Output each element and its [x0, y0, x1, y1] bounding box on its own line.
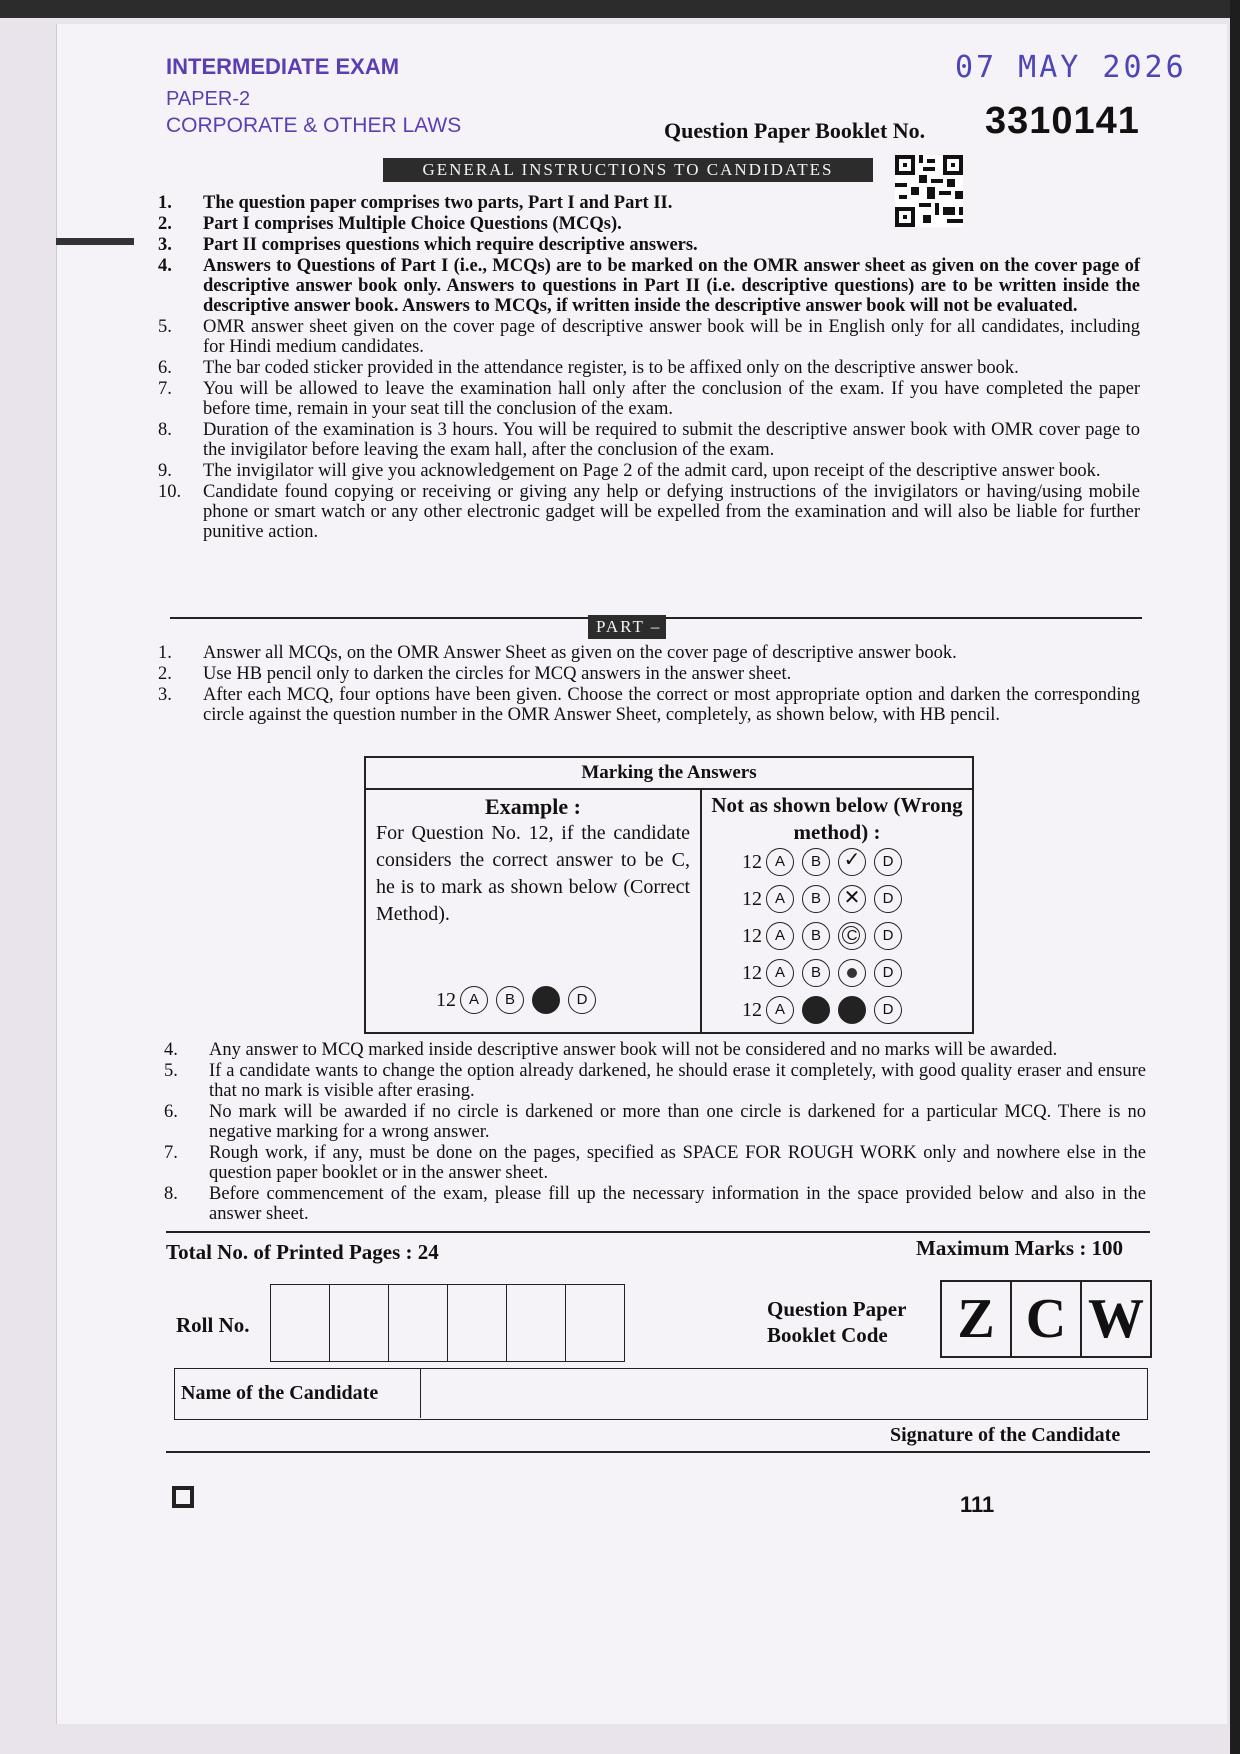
- list-item: 4. Answers to Questions of Part I (i.e., MCQs) are to be marked on the OMR answer sheet as given on the cover page of descriptive answer book only. Answers to questions in Part II (i.e. descriptive questions) are to be written inside the descriptive answer book. Answers to MCQs, if written inside the descriptive answer book will not be evaluated.: [158, 256, 1140, 316]
- example-text: For Question No. 12, if the candidate considers the correct answer to be C, he is to mark as shown below (Correct Method).: [376, 822, 690, 925]
- list-item: 2. Part I comprises Multiple Choice Questions (MCQs).: [158, 214, 622, 234]
- wrong-method-column: [702, 790, 972, 1032]
- list-item: 8. Before commencement of the exam, please fill up the necessary information in the space provided below and also in the answer sheet.: [164, 1184, 1146, 1224]
- option-d-bubble: D: [874, 996, 902, 1024]
- general-instructions-list: [158, 193, 1140, 543]
- signature-label: Signature of the Candidate: [890, 1424, 1121, 1446]
- option-d-bubble: D: [874, 959, 902, 987]
- option-a-bubble: A: [766, 885, 794, 913]
- example-title: Example :: [485, 794, 581, 819]
- list-item: 10. Candidate found copying or receiving or giving any help or defying instructions of the invigilators or having/using mobile phone or smart watch or any other electronic gadget will be expelled from the examination and will also be liable for further punitive action.: [158, 482, 1140, 542]
- booklet-code-label: Question Paper Booklet Code: [767, 1297, 907, 1347]
- wrong-bubble-row-double: 12 A D: [742, 996, 910, 1024]
- roll-digit-box[interactable]: [448, 1285, 507, 1361]
- correct-bubble-row: [436, 986, 604, 1014]
- list-item: 9. The invigilator will give you acknowledgement on Page 2 of the admit card, upon receipt of the descriptive answer book.: [158, 461, 1101, 481]
- option-c-bubble-filled: [838, 996, 866, 1024]
- option-d-bubble: D: [874, 922, 902, 950]
- stamp-subject: CORPORATE & OTHER LAWS: [166, 114, 462, 137]
- option-c-bubble-filled: [532, 986, 560, 1014]
- wrong-method-title: Not as shown below (Wrong method) :: [711, 793, 963, 844]
- wrong-bubble-row-ring: 12 A B C D: [742, 922, 910, 950]
- roll-number-boxes[interactable]: [270, 1284, 625, 1362]
- option-a-bubble: A: [766, 848, 794, 876]
- marking-answers-table: [364, 756, 974, 1034]
- wrong-bubble-row-cross: 12 A B ✕ D: [742, 885, 910, 913]
- list-item: 2. Use HB pencil only to darken the circles for MCQ answers in the answer sheet.: [158, 664, 792, 684]
- roll-digit-box[interactable]: [389, 1285, 448, 1361]
- option-c-cross-icon: [838, 885, 866, 913]
- option-a-bubble: A: [766, 959, 794, 987]
- list-item: 6. The bar coded sticker provided in the attendance register, is to be affixed only on the descriptive answer book.: [158, 358, 1019, 378]
- booklet-code-boxes: [940, 1280, 1152, 1358]
- part-one-instructions-list-continued: [164, 1040, 1146, 1225]
- option-b-bubble: B: [802, 922, 830, 950]
- scan-top-edge: [0, 0, 1240, 18]
- page-number: 111: [960, 1492, 995, 1517]
- stamp-paper: PAPER-2: [166, 88, 251, 110]
- option-c-dot-icon: [838, 959, 866, 987]
- option-b-bubble: B: [802, 959, 830, 987]
- wrong-bubble-row-tick: 12 A B ✓ D: [742, 848, 910, 876]
- question-number: 12: [436, 988, 456, 1011]
- option-a-bubble: A: [766, 922, 794, 950]
- signature-line: [166, 1451, 1150, 1453]
- roll-digit-box[interactable]: [330, 1285, 389, 1361]
- stamp-exam: INTERMEDIATE EXAM: [166, 54, 400, 79]
- maximum-marks: Maximum Marks : 100: [916, 1236, 1124, 1260]
- correct-method-column: [366, 790, 702, 1032]
- option-b-bubble: B: [802, 885, 830, 913]
- stamp-date: 07 MAY 2026: [955, 50, 1187, 85]
- booklet-code-letter: Z: [942, 1282, 1012, 1356]
- list-item: 1. The question paper comprises two parts, Part I and Part II.: [158, 193, 673, 213]
- booklet-number: 3310141: [985, 100, 1140, 142]
- option-c-tick-icon: [838, 848, 866, 876]
- candidate-name-label: Name of the Candidate: [175, 1369, 421, 1418]
- part-one-banner: PART – I: [588, 615, 666, 639]
- list-item: 1. Answer all MCQs, on the OMR Answer Sheet as given on the cover page of descriptive answer book.: [158, 643, 957, 663]
- footer-divider: [166, 1231, 1150, 1233]
- option-a-bubble: A: [766, 996, 794, 1024]
- option-d-bubble: D: [874, 848, 902, 876]
- option-d-bubble: D: [874, 885, 902, 913]
- list-item: 8. Duration of the examination is 3 hours. You will be required to submit the descriptive answer book with OMR cover page to the invigilator before leaving the exam hall, after the conclusion of the exam.: [158, 420, 1140, 460]
- list-item: 5. OMR answer sheet given on the cover page of descriptive answer book will be in English only for all candidates, including for Hindi medium candidates.: [158, 317, 1140, 357]
- margin-mark: [56, 238, 134, 245]
- wrong-bubble-row-dot: 12 A B D: [742, 959, 910, 987]
- roll-digit-box[interactable]: [271, 1285, 330, 1361]
- option-b-bubble-filled: [802, 996, 830, 1024]
- option-b-bubble: B: [802, 848, 830, 876]
- scan-right-edge: [1230, 0, 1240, 1754]
- option-c-ring-icon: C: [838, 922, 866, 950]
- list-item: 7. Rough work, if any, must be done on the pages, specified as SPACE FOR ROUGH WORK only and nowhere else in the question paper booklet or in the answer sheet.: [164, 1143, 1146, 1183]
- list-item: 4. Any answer to MCQ marked inside descriptive answer book will not be considered and no marks will be awarded.: [164, 1040, 1058, 1060]
- list-item: 7. You will be allowed to leave the examination hall only after the conclusion of the exam. If you have completed the paper before time, remain in your seat till the conclusion of the exam.: [158, 379, 1140, 419]
- roll-digit-box[interactable]: [566, 1285, 624, 1361]
- list-item: 5. If a candidate wants to change the option already darkened, he should erase it completely, with good quality eraser and ensure that no mark is visible after erasing.: [164, 1061, 1146, 1101]
- booklet-number-label: Question Paper Booklet No.: [664, 118, 926, 143]
- option-d-bubble: D: [568, 986, 596, 1014]
- registration-square-icon: [172, 1486, 194, 1508]
- booklet-code-letter: W: [1088, 1288, 1144, 1350]
- roll-number-label: Roll No.: [176, 1313, 250, 1337]
- general-instructions-banner: GENERAL INSTRUCTIONS TO CANDIDATES: [383, 158, 873, 182]
- list-item: 6. No mark will be awarded if no circle is darkened or more than one circle is darkened for a particular MCQ. There is no negative marking for a wrong answer.: [164, 1102, 1146, 1142]
- candidate-name-field[interactable]: [174, 1368, 1148, 1420]
- list-item: 3. After each MCQ, four options have been given. Choose the correct or most appropriate option and darken the corresponding circle against the question number in the OMR Answer Sheet, completely, as shown below, with HB pencil.: [158, 685, 1140, 725]
- part-one-instructions-list: [158, 643, 1140, 726]
- option-b-bubble: B: [496, 986, 524, 1014]
- option-a-bubble: A: [460, 986, 488, 1014]
- roll-digit-box[interactable]: [507, 1285, 566, 1361]
- booklet-code-letter: C: [1012, 1282, 1082, 1356]
- total-pages: Total No. of Printed Pages : 24: [166, 1240, 439, 1264]
- marking-table-title: Marking the Answers: [366, 758, 972, 790]
- list-item: 3. Part II comprises questions which require descriptive answers.: [158, 235, 698, 255]
